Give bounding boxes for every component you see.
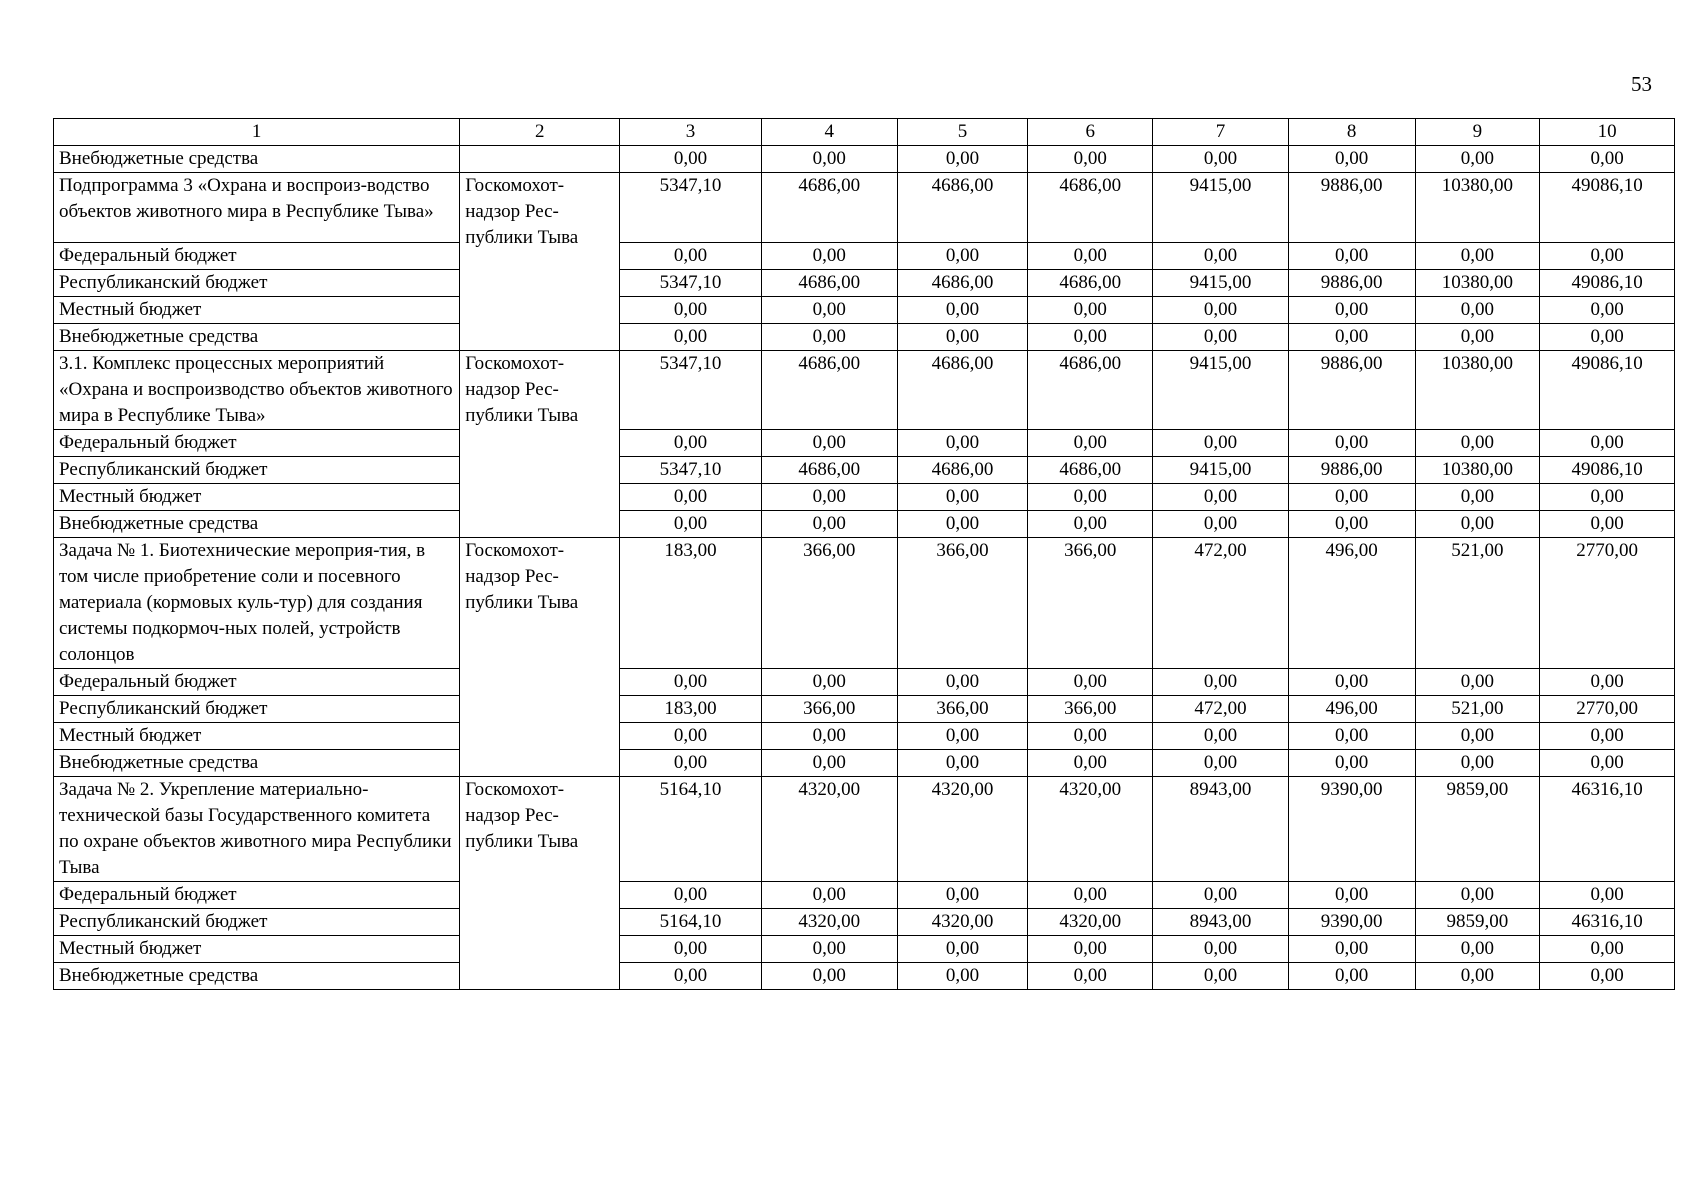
table-row-source xyxy=(54,324,1675,351)
table-row-item xyxy=(54,351,1675,430)
value-cell: 0,00 xyxy=(620,669,762,696)
value-cell: 0,00 xyxy=(1028,723,1153,750)
value-cell: 0,00 xyxy=(620,324,762,351)
column-number-cell: 1 xyxy=(54,119,460,146)
value-cell: 49086,10 xyxy=(1540,457,1675,484)
value-cell: 366,00 xyxy=(897,538,1028,669)
table-row-item xyxy=(54,777,1675,882)
value-cell: 49086,10 xyxy=(1540,173,1675,243)
executor-cell: Госкомохот-надзор Рес-публики Тыва xyxy=(460,538,620,777)
value-cell: 0,00 xyxy=(1415,669,1540,696)
value-cell: 4686,00 xyxy=(897,351,1028,430)
value-cell: 0,00 xyxy=(1288,324,1415,351)
row-label: Республиканский бюджет xyxy=(54,270,460,297)
value-cell: 0,00 xyxy=(1415,324,1540,351)
value-cell: 8943,00 xyxy=(1153,909,1289,936)
table-row-source xyxy=(54,669,1675,696)
value-cell: 0,00 xyxy=(1415,430,1540,457)
value-cell: 0,00 xyxy=(1153,750,1289,777)
value-cell: 0,00 xyxy=(620,511,762,538)
value-cell: 521,00 xyxy=(1415,696,1540,723)
value-cell: 4320,00 xyxy=(897,777,1028,882)
value-cell: 0,00 xyxy=(620,723,762,750)
column-number-cell: 3 xyxy=(620,119,762,146)
value-cell: 0,00 xyxy=(620,430,762,457)
value-cell: 5347,10 xyxy=(620,173,762,243)
value-cell: 0,00 xyxy=(761,297,897,324)
value-cell: 0,00 xyxy=(1153,963,1289,990)
value-cell: 0,00 xyxy=(897,963,1028,990)
table-row-item xyxy=(54,146,1675,173)
value-cell: 0,00 xyxy=(1415,146,1540,173)
value-cell: 0,00 xyxy=(1153,324,1289,351)
value-cell: 0,00 xyxy=(1028,750,1153,777)
value-cell: 0,00 xyxy=(1028,511,1153,538)
value-cell: 4320,00 xyxy=(1028,909,1153,936)
value-cell: 0,00 xyxy=(1153,243,1289,270)
value-cell: 4686,00 xyxy=(1028,351,1153,430)
row-label: Подпрограмма 3 «Охрана и воспроиз-водство объектов животного мира в Республике Тыва» xyxy=(54,173,460,243)
value-cell: 0,00 xyxy=(620,484,762,511)
column-number-cell: 9 xyxy=(1415,119,1540,146)
value-cell: 0,00 xyxy=(1288,669,1415,696)
table-row-source xyxy=(54,936,1675,963)
value-cell: 0,00 xyxy=(1415,936,1540,963)
value-cell: 4686,00 xyxy=(761,270,897,297)
table-row-item xyxy=(54,538,1675,669)
value-cell: 0,00 xyxy=(897,297,1028,324)
value-cell: 0,00 xyxy=(1288,297,1415,324)
value-cell: 0,00 xyxy=(1540,297,1675,324)
column-number-cell: 8 xyxy=(1288,119,1415,146)
value-cell: 0,00 xyxy=(1540,484,1675,511)
value-cell: 0,00 xyxy=(1028,936,1153,963)
value-cell: 0,00 xyxy=(761,882,897,909)
value-cell: 0,00 xyxy=(1540,243,1675,270)
value-cell: 0,00 xyxy=(1415,484,1540,511)
value-cell: 0,00 xyxy=(897,430,1028,457)
value-cell: 9415,00 xyxy=(1153,270,1289,297)
value-cell: 0,00 xyxy=(1153,882,1289,909)
value-cell: 0,00 xyxy=(1028,324,1153,351)
row-label: Местный бюджет xyxy=(54,484,460,511)
value-cell: 4320,00 xyxy=(761,777,897,882)
value-cell: 0,00 xyxy=(1288,936,1415,963)
value-cell: 9886,00 xyxy=(1288,270,1415,297)
page-number: 53 xyxy=(1631,72,1652,96)
value-cell: 4686,00 xyxy=(761,457,897,484)
value-cell: 8943,00 xyxy=(1153,777,1289,882)
row-label: Местный бюджет xyxy=(54,936,460,963)
column-number-row xyxy=(54,119,1675,146)
value-cell: 0,00 xyxy=(1540,324,1675,351)
table-row-source xyxy=(54,297,1675,324)
value-cell: 0,00 xyxy=(1153,297,1289,324)
value-cell: 0,00 xyxy=(620,146,762,173)
value-cell: 49086,10 xyxy=(1540,351,1675,430)
value-cell: 0,00 xyxy=(1028,430,1153,457)
value-cell: 521,00 xyxy=(1415,538,1540,669)
value-cell: 0,00 xyxy=(1028,243,1153,270)
row-label: Федеральный бюджет xyxy=(54,882,460,909)
value-cell: 0,00 xyxy=(897,936,1028,963)
table-row-source xyxy=(54,909,1675,936)
value-cell: 9886,00 xyxy=(1288,173,1415,243)
row-label: Внебюджетные средства xyxy=(54,511,460,538)
column-number-cell: 10 xyxy=(1540,119,1675,146)
value-cell: 496,00 xyxy=(1288,696,1415,723)
value-cell: 0,00 xyxy=(1540,430,1675,457)
table-row-source xyxy=(54,963,1675,990)
value-cell: 4686,00 xyxy=(1028,457,1153,484)
value-cell: 0,00 xyxy=(1288,484,1415,511)
value-cell: 0,00 xyxy=(1540,936,1675,963)
value-cell: 0,00 xyxy=(761,723,897,750)
value-cell: 0,00 xyxy=(1540,750,1675,777)
value-cell: 4686,00 xyxy=(897,457,1028,484)
executor-cell: Госкомохот-надзор Рес-публики Тыва xyxy=(460,351,620,538)
value-cell: 0,00 xyxy=(1028,297,1153,324)
value-cell: 0,00 xyxy=(761,243,897,270)
column-number-cell: 4 xyxy=(761,119,897,146)
value-cell: 0,00 xyxy=(1540,963,1675,990)
value-cell: 0,00 xyxy=(1153,723,1289,750)
value-cell: 0,00 xyxy=(1540,146,1675,173)
value-cell: 4686,00 xyxy=(1028,173,1153,243)
value-cell: 0,00 xyxy=(620,882,762,909)
table-row-item xyxy=(54,173,1675,243)
value-cell: 10380,00 xyxy=(1415,351,1540,430)
table-row-source xyxy=(54,243,1675,270)
value-cell: 0,00 xyxy=(1540,723,1675,750)
row-label: Задача № 1. Биотехнические мероприя-тия, в том числе приобретение соли и посевного материала (кормовых куль-тур) для создания системы подкормоч-ных полей, устройств солонцов xyxy=(54,538,460,669)
table-row-source xyxy=(54,511,1675,538)
value-cell: 4686,00 xyxy=(761,351,897,430)
value-cell: 0,00 xyxy=(761,750,897,777)
value-cell: 4686,00 xyxy=(897,173,1028,243)
value-cell: 0,00 xyxy=(1028,484,1153,511)
value-cell: 0,00 xyxy=(761,430,897,457)
value-cell: 0,00 xyxy=(897,750,1028,777)
value-cell: 0,00 xyxy=(761,963,897,990)
value-cell: 183,00 xyxy=(620,538,762,669)
row-label: Внебюджетные средства xyxy=(54,324,460,351)
value-cell: 0,00 xyxy=(1288,430,1415,457)
value-cell: 5347,10 xyxy=(620,351,762,430)
value-cell: 46316,10 xyxy=(1540,777,1675,882)
row-label: Федеральный бюджет xyxy=(54,430,460,457)
value-cell: 10380,00 xyxy=(1415,457,1540,484)
value-cell: 9886,00 xyxy=(1288,351,1415,430)
value-cell: 0,00 xyxy=(1153,511,1289,538)
value-cell: 366,00 xyxy=(761,696,897,723)
value-cell: 0,00 xyxy=(1415,297,1540,324)
row-label: Республиканский бюджет xyxy=(54,457,460,484)
value-cell: 0,00 xyxy=(1288,511,1415,538)
row-label: Федеральный бюджет xyxy=(54,243,460,270)
table-row-source xyxy=(54,750,1675,777)
value-cell: 10380,00 xyxy=(1415,270,1540,297)
value-cell: 472,00 xyxy=(1153,538,1289,669)
row-label: Федеральный бюджет xyxy=(54,669,460,696)
table-row-source xyxy=(54,270,1675,297)
value-cell: 0,00 xyxy=(1415,723,1540,750)
value-cell: 0,00 xyxy=(620,243,762,270)
table-row-source xyxy=(54,430,1675,457)
value-cell: 0,00 xyxy=(1288,243,1415,270)
value-cell: 0,00 xyxy=(1288,146,1415,173)
value-cell: 0,00 xyxy=(1153,936,1289,963)
value-cell: 472,00 xyxy=(1153,696,1289,723)
row-label: Внебюджетные средства xyxy=(54,963,460,990)
value-cell: 0,00 xyxy=(1153,484,1289,511)
value-cell: 0,00 xyxy=(1415,963,1540,990)
row-label: Республиканский бюджет xyxy=(54,909,460,936)
row-label: Задача № 2. Укрепление материально-технической базы Государственного комитета по охране объектов животного мира Республики Тыва xyxy=(54,777,460,882)
value-cell: 9415,00 xyxy=(1153,457,1289,484)
value-cell: 0,00 xyxy=(1028,882,1153,909)
value-cell: 0,00 xyxy=(897,243,1028,270)
value-cell: 366,00 xyxy=(1028,696,1153,723)
value-cell: 4320,00 xyxy=(1028,777,1153,882)
value-cell: 366,00 xyxy=(761,538,897,669)
value-cell: 0,00 xyxy=(1028,963,1153,990)
value-cell: 0,00 xyxy=(620,963,762,990)
value-cell: 4686,00 xyxy=(1028,270,1153,297)
column-number-cell: 7 xyxy=(1153,119,1289,146)
value-cell: 0,00 xyxy=(1415,750,1540,777)
column-number-cell: 2 xyxy=(460,119,620,146)
value-cell: 0,00 xyxy=(1415,882,1540,909)
value-cell: 0,00 xyxy=(1540,669,1675,696)
value-cell: 0,00 xyxy=(761,669,897,696)
value-cell: 9390,00 xyxy=(1288,777,1415,882)
value-cell: 9390,00 xyxy=(1288,909,1415,936)
table-row-source xyxy=(54,457,1675,484)
value-cell: 0,00 xyxy=(1153,669,1289,696)
value-cell: 0,00 xyxy=(761,936,897,963)
value-cell: 5164,10 xyxy=(620,909,762,936)
value-cell: 0,00 xyxy=(1540,511,1675,538)
value-cell: 0,00 xyxy=(897,723,1028,750)
value-cell: 9859,00 xyxy=(1415,777,1540,882)
value-cell: 0,00 xyxy=(761,484,897,511)
value-cell: 0,00 xyxy=(1153,146,1289,173)
value-cell: 4686,00 xyxy=(897,270,1028,297)
value-cell: 0,00 xyxy=(897,669,1028,696)
value-cell: 0,00 xyxy=(1028,669,1153,696)
column-number-cell: 5 xyxy=(897,119,1028,146)
value-cell: 366,00 xyxy=(897,696,1028,723)
value-cell: 9415,00 xyxy=(1153,351,1289,430)
table-row-source xyxy=(54,882,1675,909)
budget-table xyxy=(53,118,1675,990)
value-cell: 0,00 xyxy=(1288,882,1415,909)
value-cell: 0,00 xyxy=(897,511,1028,538)
value-cell: 0,00 xyxy=(1415,243,1540,270)
value-cell: 0,00 xyxy=(1288,750,1415,777)
row-label: Внебюджетные средства xyxy=(54,146,460,173)
value-cell: 0,00 xyxy=(1028,146,1153,173)
value-cell: 0,00 xyxy=(1288,723,1415,750)
value-cell: 0,00 xyxy=(897,484,1028,511)
value-cell: 0,00 xyxy=(1540,882,1675,909)
value-cell: 49086,10 xyxy=(1540,270,1675,297)
value-cell: 2770,00 xyxy=(1540,696,1675,723)
value-cell: 5347,10 xyxy=(620,270,762,297)
executor-cell: Госкомохот-надзор Рес-публики Тыва xyxy=(460,777,620,990)
value-cell: 5347,10 xyxy=(620,457,762,484)
value-cell: 4686,00 xyxy=(761,173,897,243)
value-cell: 4320,00 xyxy=(761,909,897,936)
value-cell: 4320,00 xyxy=(897,909,1028,936)
value-cell: 9886,00 xyxy=(1288,457,1415,484)
value-cell: 0,00 xyxy=(897,324,1028,351)
value-cell: 0,00 xyxy=(620,297,762,324)
row-label: Местный бюджет xyxy=(54,297,460,324)
value-cell: 46316,10 xyxy=(1540,909,1675,936)
value-cell: 0,00 xyxy=(620,750,762,777)
value-cell: 0,00 xyxy=(761,511,897,538)
column-number-cell: 6 xyxy=(1028,119,1153,146)
value-cell: 9415,00 xyxy=(1153,173,1289,243)
value-cell: 183,00 xyxy=(620,696,762,723)
value-cell: 0,00 xyxy=(1415,511,1540,538)
value-cell: 9859,00 xyxy=(1415,909,1540,936)
value-cell: 0,00 xyxy=(1288,963,1415,990)
value-cell: 366,00 xyxy=(1028,538,1153,669)
value-cell: 0,00 xyxy=(761,146,897,173)
value-cell: 0,00 xyxy=(1153,430,1289,457)
executor-cell xyxy=(460,146,620,173)
value-cell: 0,00 xyxy=(897,146,1028,173)
value-cell: 5164,10 xyxy=(620,777,762,882)
table-row-source xyxy=(54,484,1675,511)
value-cell: 2770,00 xyxy=(1540,538,1675,669)
value-cell: 10380,00 xyxy=(1415,173,1540,243)
table-row-source xyxy=(54,723,1675,750)
row-label: Внебюджетные средства xyxy=(54,750,460,777)
value-cell: 0,00 xyxy=(761,324,897,351)
row-label: Республиканский бюджет xyxy=(54,696,460,723)
table-row-source xyxy=(54,696,1675,723)
executor-cell: Госкомохот-надзор Рес-публики Тыва xyxy=(460,173,620,351)
row-label: Местный бюджет xyxy=(54,723,460,750)
value-cell: 0,00 xyxy=(897,882,1028,909)
value-cell: 0,00 xyxy=(620,936,762,963)
row-label: 3.1. Комплекс процессных мероприятий «Охрана и воспроизводство объектов животного мира в Республике Тыва» xyxy=(54,351,460,430)
value-cell: 496,00 xyxy=(1288,538,1415,669)
